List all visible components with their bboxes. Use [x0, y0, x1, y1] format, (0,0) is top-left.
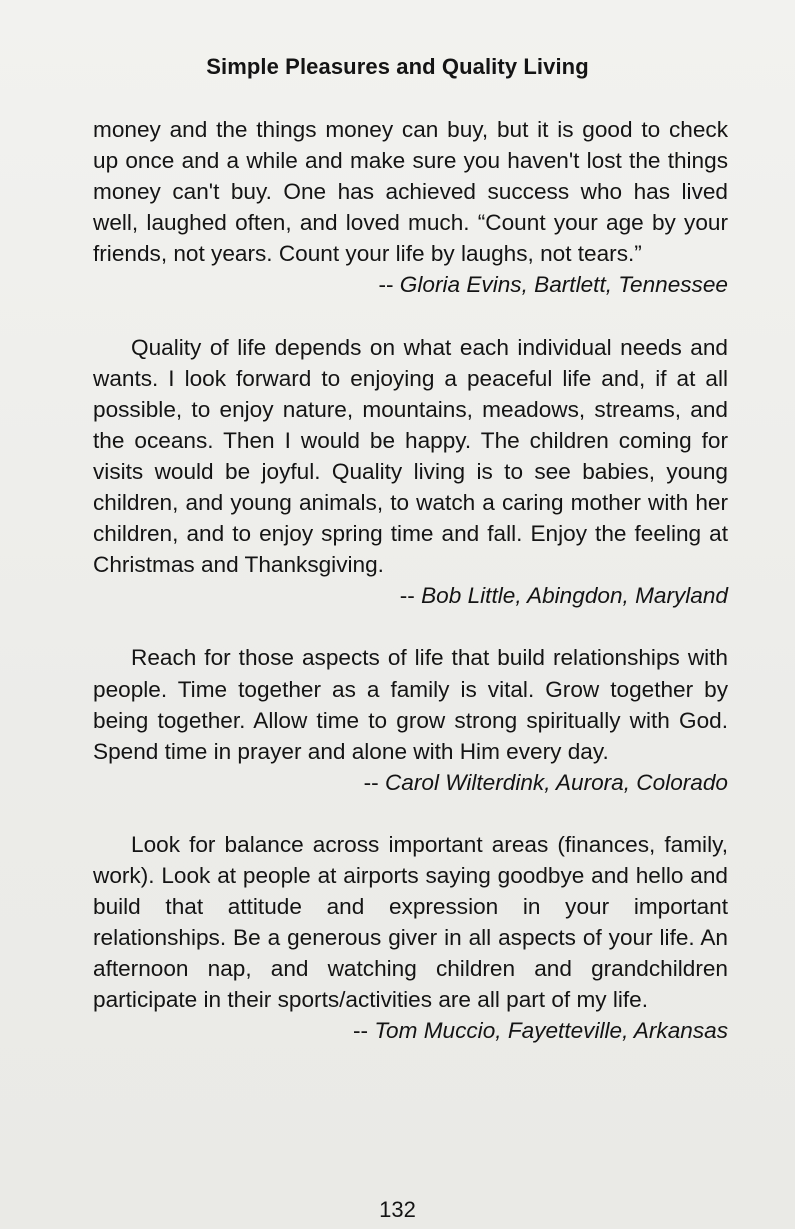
attribution-dash: --	[352, 1018, 369, 1044]
entry-text: Quality of life depends on what each individual needs and wants. I look forward to enjoying a peaceful life and, if at all possible, to enjoy nature, mountains, meadows, streams, and the oceans. Then I would be happy. The children coming for visits would be joyful. Quality living is to see babies, young children, and young animals, to watch a caring mother with her children, and to enjoy spring time and fall. Enjoy the feeling at Christmas and Thanksgiving.	[93, 334, 728, 578]
entry-text: Reach for those aspects of life that build relationships with people. Time together as a family is vital. Grow together by being together. Allow time to grow strong spiritually with God. Spend time in prayer and alone with Him every day.	[93, 645, 728, 764]
entry-text: Look for balance across important areas (finances, family, work). Look at people at airports saying goodbye and hello and build that attitude and expression in your important relationships. Be a generous giver in all aspects of your life. An afternoon nap, and watching children and grandchildren participate in their sports/activities are all part of my life.	[93, 831, 728, 1013]
page-number: 132	[379, 1197, 416, 1222]
attribution-dash: --	[399, 583, 415, 609]
attribution-dash: --	[378, 272, 394, 298]
entry-attribution	[93, 580, 728, 611]
entry-text: money and the things money can buy, but it is good to check up once and a while and make sure you haven't lost the things money can't buy. One has achieved success who has lived well, laughed often, and loved much. “Count your age by your friends, not years. Count your life by laughs, not tears.”	[93, 117, 728, 267]
attribution-name: Bob Little, Abingdon, Maryland	[421, 583, 728, 609]
entry-attribution	[93, 269, 728, 300]
attribution-name: Gloria Evins, Bartlett, Tennessee	[399, 272, 728, 298]
entry-attribution	[93, 1015, 728, 1046]
attribution-name: Carol Wilterdink, Aurora, Colorado	[384, 769, 728, 795]
attribution-dash: --	[363, 769, 379, 795]
page-title: Simple Pleasures and Quality Living	[206, 54, 589, 79]
entry-attribution	[93, 767, 728, 798]
attribution-name: Tom Muccio, Fayetteville, Arkansas	[374, 1018, 728, 1044]
page-body	[93, 114, 728, 1078]
